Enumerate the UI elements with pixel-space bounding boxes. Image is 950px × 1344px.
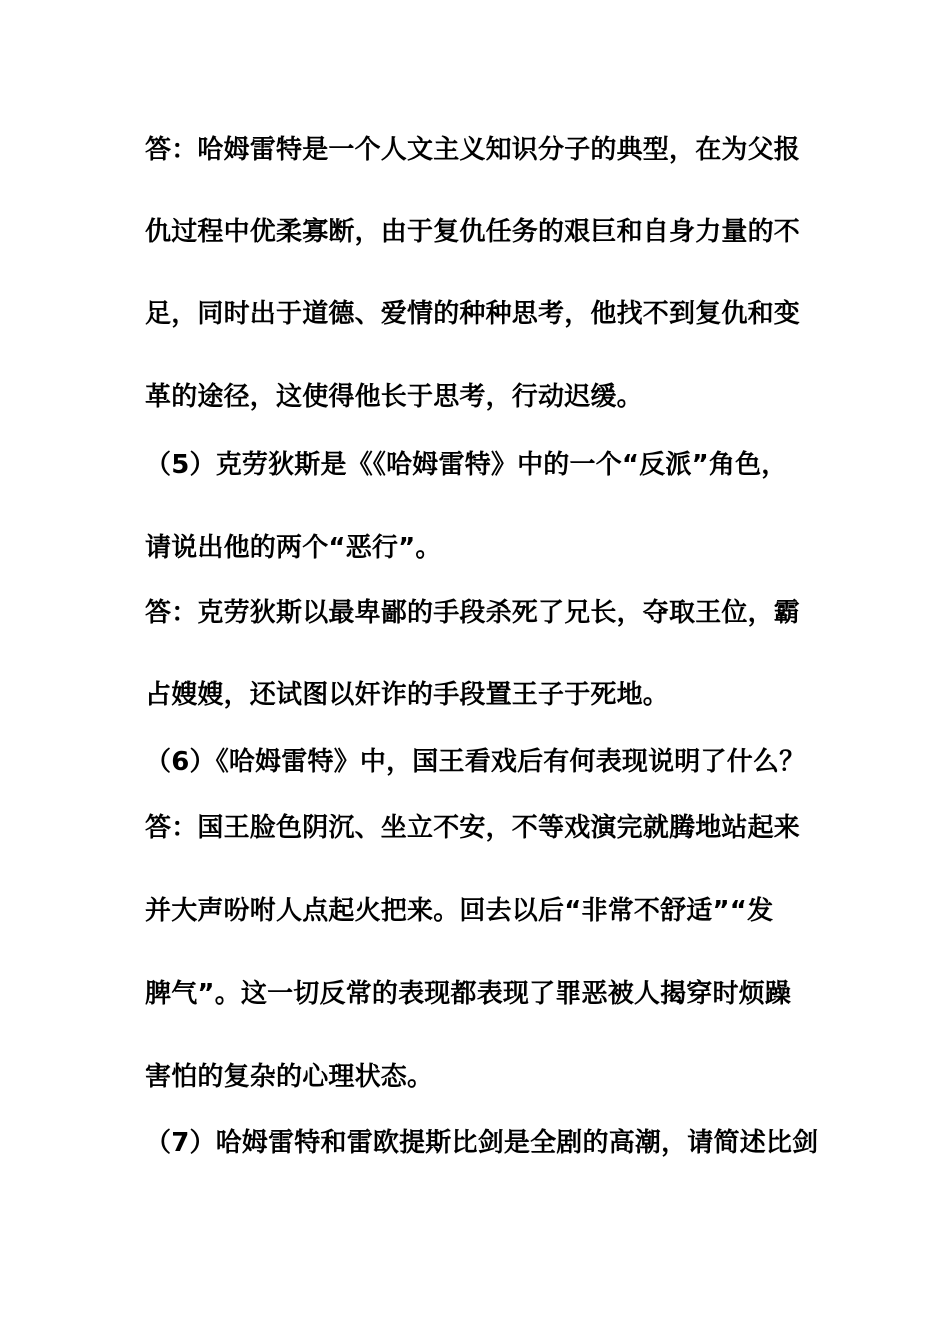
answer-6-line-2: 并大声吩咐人点起火把来。回去以后“非常不舒适”“发 — [145, 896, 774, 926]
answer-6-line-1: 答：国王脸色阴沉、坐立不安，不等戏演完就腾地站起来 — [145, 813, 801, 843]
answer-4-line-2: 仇过程中优柔寡断，由于复仇任务的艰巨和自身力量的不 — [145, 217, 801, 247]
answer-6-line-4: 害怕的复杂的心理状态。 — [145, 1062, 434, 1092]
answer-5-line-1: 答：克劳狄斯以最卑鄙的手段杀死了兄长，夺取王位，霸 — [145, 598, 801, 628]
answer-4-line-3: 足，同时出于道德、爱情的种种思考，他找不到复仇和变 — [145, 299, 801, 329]
answer-4-line-4: 革的途径，这使得他长于思考，行动迟缓。 — [145, 382, 643, 412]
question-7-line-1: （7）哈姆雷特和雷欧提斯比剑是全剧的高潮，请简述比剑 — [145, 1128, 819, 1158]
answer-6-line-3: 脾气”。这一切反常的表现都表现了罪恶被人揭穿时烦躁 — [145, 979, 792, 1009]
answer-5-line-2: 占嫂嫂，还试图以奸诈的手段置王子于死地。 — [145, 680, 670, 710]
question-5-line-2: 请说出他的两个“恶行”。 — [145, 533, 442, 563]
question-5-line-1: （5）克劳狄斯是《《哈姆雷特》中的一个“反派”角色， — [145, 450, 788, 480]
question-6-line-1: （6）《哈姆雷特》中，国王看戏后有何表现说明了什么？ — [145, 747, 806, 777]
answer-4-line-1: 答：哈姆雷特是一个人文主义知识分子的典型，在为父报 — [145, 135, 801, 165]
